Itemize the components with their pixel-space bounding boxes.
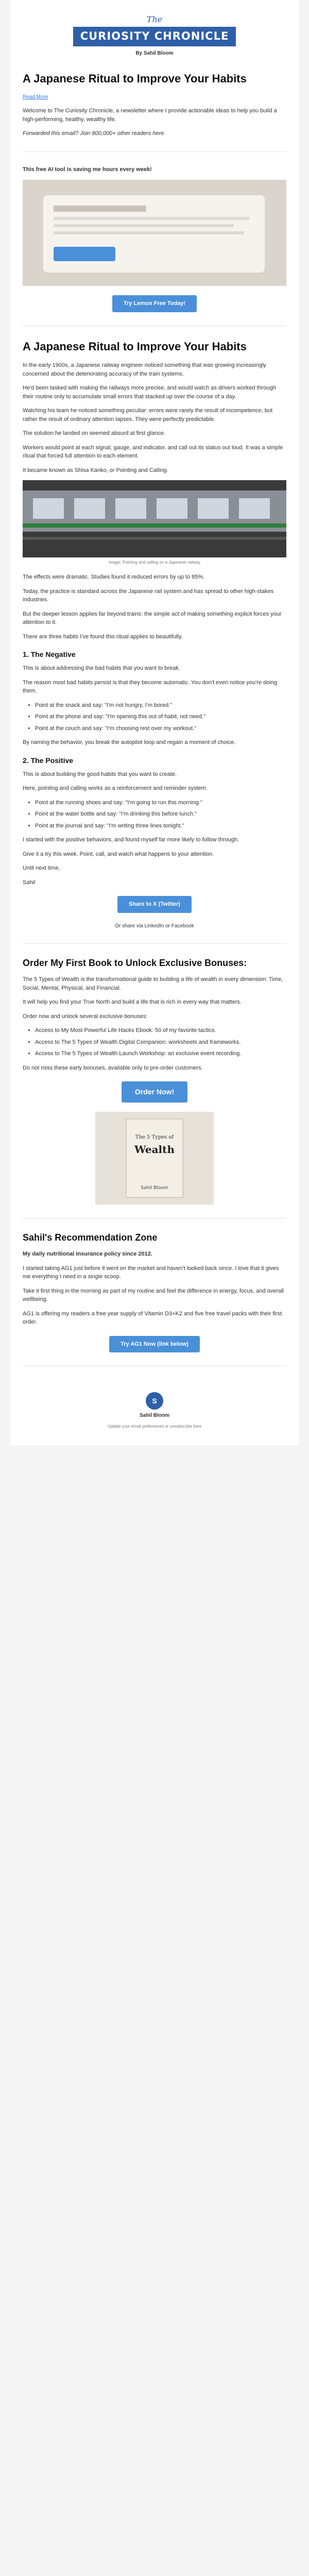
book-cover-image [95,1112,214,1205]
list-item: • Point at the phone and say: "I'm opening this out of habit, not need." [35,713,286,721]
newsletter-page [10,0,299,1445]
train-image-art [23,480,286,557]
intro [23,93,286,138]
reco-paragraph: Take it first thing in the morning as part of my routine and feel the difference in energy, focus, and overall wellbeing. [23,1287,284,1303]
book-paragraph: The 5 Types of Wealth is the transformational guide to building a life of wealth in every dimension: Time, Social, Mental, Physical, and Financial. [23,976,283,991]
share-line: Or share via LinkedIn or Facebook [115,923,194,929]
share-x-button[interactable]: Share to X (Twitter) [117,896,192,913]
read-more-link[interactable]: Read More [23,94,48,100]
masthead [23,0,286,66]
divider [23,943,286,944]
article-paragraph: The reason most bad habits persist is that they become automatic. You don't even notice you're doing them. [23,679,278,694]
section-heading-negative: 1. The Negative [23,650,76,659]
article-paragraph: Here, pointing and calling works as a reinforcement and reminder system. [23,785,208,792]
book-cover-author: Sahil Bloom [141,1185,168,1191]
article-paragraph: This is about building the good habits that you want to create. [23,771,177,777]
list-item: • Point at the running shoes and say: "I'm going to run this morning." [35,799,286,807]
reco-paragraph: I started taking AG1 just before it went on the market and haven't looked back since. I love that it gives me everything I need in a single scoop. [23,1265,279,1280]
order-cta-wrap [23,1081,286,1103]
book-cover-top: The 5 Types of [135,1134,174,1141]
article-paragraph: I started with the positive behaviors, and found myself far more likely to follow through. [23,837,239,843]
article-paragraph: But the deeper lesson applies far beyond trains: the simple act of making something explicit forces your attention to it. [23,611,282,626]
book-heading: Order My First Book to Unlock Exclusive Bonuses: [23,957,247,968]
article-paragraph: The solution he landed on seemed absurd at first glance. [23,430,166,437]
primary-cta-button[interactable]: Try Lemon Free Today! [112,295,197,312]
footer-links[interactable]: Update your email preferences or unsubscribe here [107,1424,202,1429]
bonus-item: • Access to My Most Powerful Life Hacks Ebook: 50 of my favorite tactics. [35,1026,286,1035]
footer [23,1380,286,1435]
sign-off: Until next time, [23,865,60,872]
reco-intro: My daily nutritional insurance policy since 2012. [23,1251,152,1258]
sponsor-line: This free AI tool is saving me hours every week! [23,166,152,173]
footer-logo: S [146,1392,163,1410]
logo-the: The [146,14,163,24]
bonus-list [23,1026,286,1058]
article-paragraph: Give it a try this week. Point, call, and watch what happens to your attention. [23,851,214,857]
article-paragraph: There are three habits I've found this ritual applies to beautifully. [23,633,183,640]
list-item: • Point at the snack and say: "I'm not hungry, I'm bored." [35,701,286,710]
book-cover-title: Wealth [134,1143,175,1156]
book-paragraph: It will help you find your True North and build a life that is rich in every way that matters. [23,999,242,1006]
logo-title: CURIOSITY CHRONICLE [73,27,236,46]
forwarded-text: Forwarded this email? Join 800,000+ other readers here. [23,130,166,137]
signature: Sahil [23,879,36,886]
reco-paragraph: AG1 is offering my readers a free year supply of Vitamin D3+K2 and five free travel packs with their first order. [23,1310,282,1326]
list-item: • Point at the couch and say: "I'm choosing rest over my workout." [35,724,286,733]
article-paragraph: Today, the practice is standard across the Japanese rail system and has spread to other high-stakes industries. [23,588,274,603]
sponsor-image [23,180,286,286]
reco-heading: Sahil's Recommendation Zone [23,1232,158,1243]
article-paragraph: He'd been tasked with making the railways more precise, and would watch as drivers worked through their routine only to accumulate small errors that stacked up over the course of a day. [23,385,276,400]
list-item: • Point at the journal and say: "I'm writing three lines tonight." [35,822,286,831]
byline: By Sahil Bloom [135,50,174,56]
article-paragraph: Workers would point at each signal, gauge, and indicator, and call out its status out loud. It was a simple ritual that forced full attention to each element. [23,444,283,460]
article-paragraph: It became known as Shisa Kanko, or Pointing and Calling. [23,467,168,473]
section-heading-positive: 2. The Positive [23,756,74,765]
article-paragraph: Watching his team he noticed something peculiar: errors were rarely the result of incompetence, but rather the result of ordinary attention lapses. They were perfectly predictable. [23,408,273,422]
bonus-item: • Access to The 5 Types of Wealth Digital Companion: worksheets and frameworks. [35,1038,286,1047]
article-paragraph: This is about addressing the bad habits that you want to break. [23,665,180,672]
sponsor-image-art [23,180,286,286]
divider [23,151,286,152]
article-title: A Japanese Ritual to Improve Your Habits [23,72,247,85]
reco-cta-wrap [23,1336,286,1353]
book-cover-art [95,1112,214,1205]
article-paragraph: In the early 1900s, a Japanese railway engineer noticed something that was growing increasingly concerned about the deteriorating accuracy of the train systems. [23,362,266,377]
bonus-item: • Access to The 5 Types of Wealth Launch Workshop: an exclusive event recording. [35,1049,286,1058]
book-paragraph: Do not miss these early bonuses, available only to pre-order customers. [23,1064,203,1071]
positive-list [23,799,286,831]
negative-list [23,701,286,733]
image-caption: Image: Pointing and calling on a Japanese railway [109,560,200,565]
main-article-title: A Japanese Ritual to Improve Your Habits [23,340,247,353]
list-item: • Point at the water bottle and say: "I'm drinking this before lunch." [35,810,286,819]
welcome-text: Welcome to The Curiosity Chronicle, a newsletter where I provide actionable ideas to help you build a high-performing, healthy, wealthy life. [23,108,277,123]
train-image [23,480,286,557]
share-cta-wrap [23,896,286,913]
primary-cta-wrap [23,295,286,312]
footer-name: Sahil Bloom [140,1413,169,1419]
order-now-button[interactable]: Order Now! [122,1081,187,1103]
article-paragraph: By naming the behavior, you break the autopilot loop and regain a moment of choice. [23,739,236,746]
article-paragraph: The effects were dramatic. Studies found it reduced errors by up to 85%. [23,574,205,581]
book-paragraph: Order now and unlock several exclusive bonuses: [23,1013,148,1020]
reco-cta-button[interactable]: Try AG1 Now (link below) [109,1336,200,1353]
